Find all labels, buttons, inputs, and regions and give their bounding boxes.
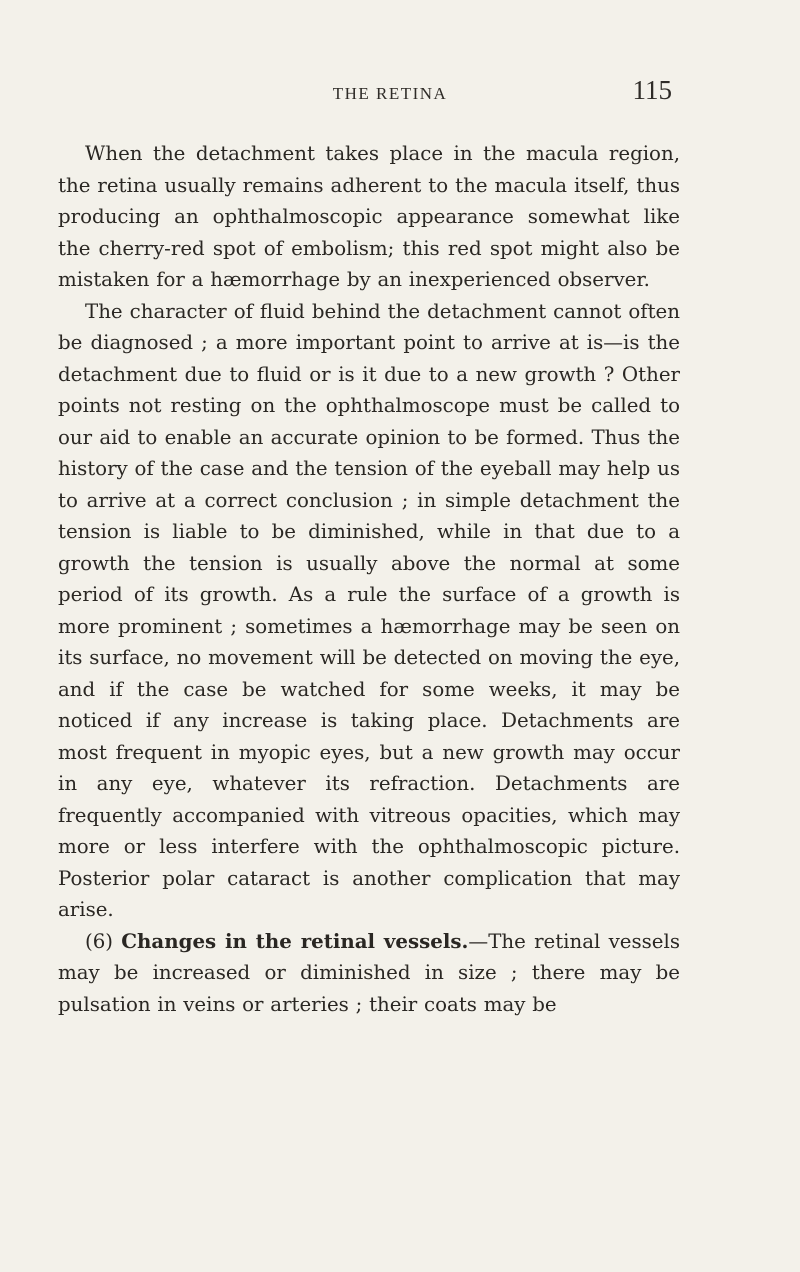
section-heading: Changes in the retinal vessels. <box>121 928 469 953</box>
paragraph-retinal-vessels <box>58 926 680 1021</box>
section-text: —The retinal vessels may be increased or diminished in size ; there may be pulsation in veins or arteries ; their coats may be <box>58 929 680 1016</box>
page-number: 115 <box>632 75 672 105</box>
paragraph-fluid-character: The character of fluid behind the detachment cannot often be diagnosed ; a more important point to arrive at is—is the detachment due to fluid or is it due to a new growth ? Other points not resting on the ophthalmoscope must be called to our aid to enable an accurate opinion to be formed. Thus the history of the case and the tension of the eyeball may help us to arrive at a correct conclusion ; in simple detachment the tension is liable to be diminished, while in that due to a growth the tension is usually above the normal at some period of its growth. As a rule the surface of a growth is more prominent ; sometimes a hæmorrhage may be seen on its surface, no movement will be detected on moving the eye, and if the case be watched for some weeks, it may be noticed if any increase is taking place. Detachments are most frequent in myopic eyes, but a new growth may occur in any eye, whatever its refraction. Detachments are frequently accompanied with vitreous opacities, which may more or less interfere with the ophthalmoscopic picture. Posterior polar cataract is another complication that may arise. <box>58 299 681 921</box>
paragraph-macula-detachment: When the detachment takes place in the macula region, the retina usually remains adherent to the macula itself, thus producing an ophthalmoscopic appearance somewhat like the cherry-red spot of embolism; this red spot might also be mistaken for a hæmorrhage by an inexperienced observer. <box>58 142 680 291</box>
running-head: THE RETINA <box>332 84 448 103</box>
body-text <box>58 138 680 1020</box>
section-number: (6) <box>85 929 114 953</box>
